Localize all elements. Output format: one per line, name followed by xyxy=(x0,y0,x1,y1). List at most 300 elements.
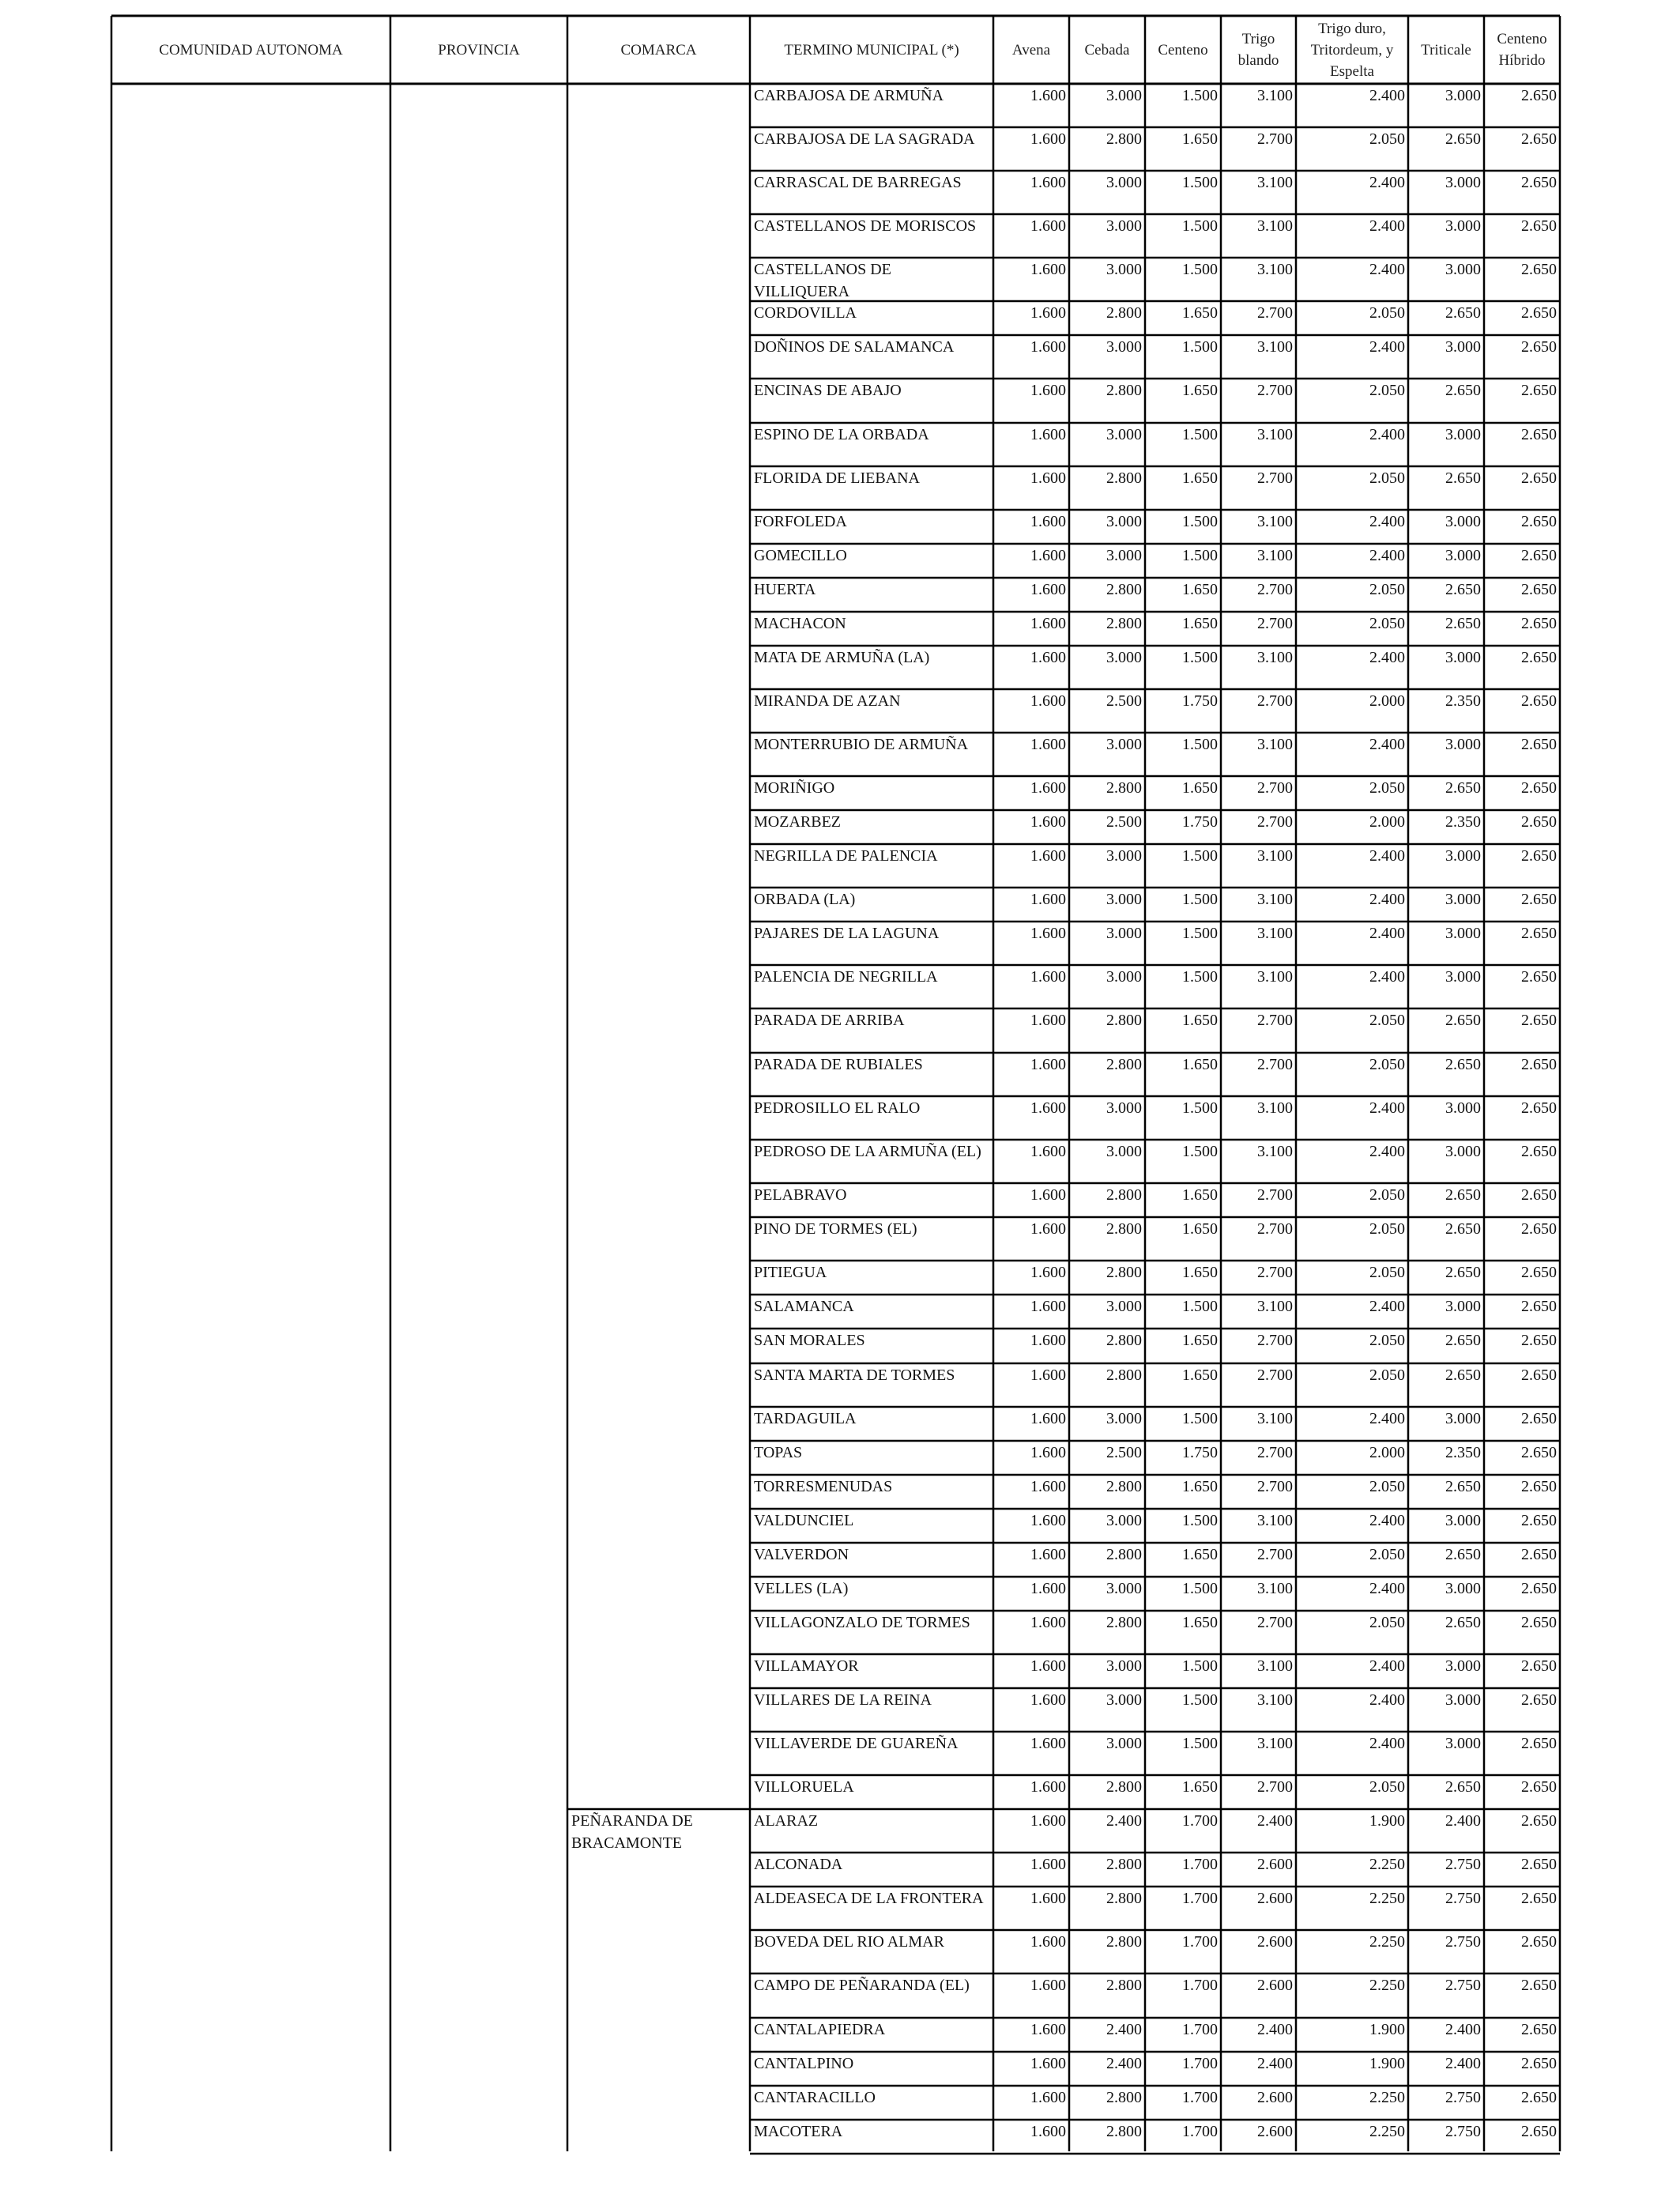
yield-value: 3.100 xyxy=(1257,217,1293,235)
yield-value: 2.400 xyxy=(1257,1812,1293,1830)
yield-value: 2.800 xyxy=(1106,779,1142,797)
header-trigo-blando xyxy=(1221,16,1296,84)
yield-value: 2.400 xyxy=(1369,513,1405,530)
yield-value: 2.250 xyxy=(1369,1856,1405,1873)
yield-value: 1.600 xyxy=(1030,649,1066,666)
yield-value: 1.650 xyxy=(1182,1478,1218,1495)
yield-value: 2.800 xyxy=(1106,382,1142,399)
yield-value: 2.650 xyxy=(1521,2055,1557,2072)
yield-value: 1.600 xyxy=(1030,1933,1066,1951)
yield-value: 2.650 xyxy=(1521,1264,1557,1281)
yield-value: 3.100 xyxy=(1257,1691,1293,1709)
yield-value: 1.600 xyxy=(1030,813,1066,831)
yield-value: 2.650 xyxy=(1521,1691,1557,1709)
yield-value: 2.600 xyxy=(1257,2089,1293,2106)
municipality-name: FORFOLEDA xyxy=(754,513,847,530)
yield-value: 2.650 xyxy=(1521,304,1557,322)
municipality-name: CARBAJOSA DE LA SAGRADA xyxy=(754,130,975,148)
yield-value: 2.700 xyxy=(1257,130,1293,148)
yield-value: 1.600 xyxy=(1030,2055,1066,2072)
yield-value: 1.700 xyxy=(1182,2123,1218,2140)
yield-value: 3.000 xyxy=(1445,87,1481,104)
header-comunidad-autonoma xyxy=(111,16,390,84)
yield-value: 1.600 xyxy=(1030,469,1066,487)
yield-value: 2.650 xyxy=(1521,547,1557,564)
yield-value: 2.650 xyxy=(1445,581,1481,598)
yield-value: 2.600 xyxy=(1257,1890,1293,1907)
yield-value: 1.600 xyxy=(1030,1264,1066,1281)
yield-value: 2.650 xyxy=(1521,130,1557,148)
yield-value: 2.650 xyxy=(1521,1735,1557,1752)
yield-value: 2.050 xyxy=(1369,1264,1405,1281)
yield-value: 1.600 xyxy=(1030,2123,1066,2140)
yield-value: 2.500 xyxy=(1106,813,1142,831)
municipality-name: CASTELLANOS DE VILLIQUERA xyxy=(754,261,891,300)
yield-value: 2.400 xyxy=(1369,87,1405,104)
yield-value: 2.050 xyxy=(1369,304,1405,322)
yield-value: 1.600 xyxy=(1030,1012,1066,1029)
yield-value: 2.050 xyxy=(1369,1186,1405,1204)
yield-value: 2.800 xyxy=(1106,2123,1142,2140)
yield-value: 2.400 xyxy=(1369,891,1405,908)
yield-value: 2.400 xyxy=(1369,547,1405,564)
yield-value: 2.350 xyxy=(1445,692,1481,710)
yield-value: 1.650 xyxy=(1182,304,1218,322)
yield-value: 2.650 xyxy=(1521,1778,1557,1796)
municipality-name: ALARAZ xyxy=(754,1812,819,1830)
yield-value: 2.400 xyxy=(1369,1410,1405,1427)
yield-value: 2.750 xyxy=(1445,1977,1481,1994)
yield-value: 2.650 xyxy=(1521,1410,1557,1427)
yield-value: 2.650 xyxy=(1521,1856,1557,1873)
yield-value: 2.800 xyxy=(1106,1012,1142,1029)
yield-value: 1.600 xyxy=(1030,1298,1066,1315)
header-centeno-hibrido xyxy=(1484,16,1560,84)
yield-value: 2.650 xyxy=(1521,692,1557,710)
yield-value: 2.800 xyxy=(1106,1977,1142,1994)
yield-value: 3.000 xyxy=(1106,1410,1142,1427)
municipality-name: MACOTERA xyxy=(754,2123,843,2140)
yield-value: 1.600 xyxy=(1030,1614,1066,1631)
yield-value: 3.000 xyxy=(1445,891,1481,908)
yield-value: 2.000 xyxy=(1369,1444,1405,1461)
yield-value: 1.600 xyxy=(1030,1478,1066,1495)
yield-value: 1.500 xyxy=(1182,547,1218,564)
yield-value: 1.500 xyxy=(1182,1512,1218,1529)
yield-value: 2.800 xyxy=(1106,1614,1142,1631)
yield-value: 2.650 xyxy=(1445,382,1481,399)
yield-value: 2.800 xyxy=(1106,1332,1142,1349)
yield-value: 3.100 xyxy=(1257,261,1293,278)
yield-value: 3.000 xyxy=(1445,1657,1481,1675)
municipality-name: CORDOVILLA xyxy=(754,304,857,322)
municipality-name: VILLARES DE LA REINA xyxy=(754,1691,932,1709)
yield-value: 2.650 xyxy=(1521,1056,1557,1073)
yield-value: 3.000 xyxy=(1445,847,1481,865)
yield-value: 2.650 xyxy=(1521,847,1557,865)
municipality-name: PITIEGUA xyxy=(754,1264,827,1281)
yield-value: 2.650 xyxy=(1521,1186,1557,1204)
yield-value: 1.600 xyxy=(1030,382,1066,399)
yield-value: 1.700 xyxy=(1182,2055,1218,2072)
header-termino-municipal xyxy=(750,16,993,84)
yield-value: 2.400 xyxy=(1369,338,1405,356)
yield-value: 2.650 xyxy=(1521,426,1557,443)
yield-value: 2.650 xyxy=(1521,1812,1557,1830)
yield-value: 3.100 xyxy=(1257,1657,1293,1675)
yield-value: 2.650 xyxy=(1521,338,1557,356)
yield-value: 2.650 xyxy=(1521,1890,1557,1907)
municipality-name: GOMECILLO xyxy=(754,547,847,564)
municipality-name: ALCONADA xyxy=(754,1856,843,1873)
yield-value: 3.000 xyxy=(1106,1580,1142,1597)
yield-value: 2.650 xyxy=(1521,87,1557,104)
yield-value: 2.400 xyxy=(1257,2021,1293,2038)
municipality-name: CASTELLANOS DE MORISCOS xyxy=(754,217,977,235)
yield-value: 2.700 xyxy=(1257,1012,1293,1029)
yield-value: 3.000 xyxy=(1106,891,1142,908)
yield-value: 2.000 xyxy=(1369,692,1405,710)
yield-value: 3.000 xyxy=(1106,1143,1142,1160)
header-comarca xyxy=(567,16,750,84)
yield-value: 2.650 xyxy=(1521,779,1557,797)
yield-value: 2.700 xyxy=(1257,813,1293,831)
yield-value: 2.050 xyxy=(1369,1778,1405,1796)
yield-value: 2.400 xyxy=(1445,2055,1481,2072)
yield-value: 1.600 xyxy=(1030,130,1066,148)
header-comunidad-autonoma-label: COMUNIDAD AUTONOMA xyxy=(159,41,343,58)
yield-value: 1.600 xyxy=(1030,513,1066,530)
yield-value: 1.650 xyxy=(1182,1614,1218,1631)
municipality-name: PEDROSILLO EL RALO xyxy=(754,1099,921,1117)
yield-value: 2.700 xyxy=(1257,1546,1293,1563)
yield-value: 2.650 xyxy=(1445,304,1481,322)
yield-value: 2.650 xyxy=(1521,615,1557,632)
yield-value: 2.400 xyxy=(1445,1812,1481,1830)
header-termino-municipal-label: TERMINO MUNICIPAL (*) xyxy=(784,41,959,58)
yield-value: 2.250 xyxy=(1369,1933,1405,1951)
yield-value: 3.000 xyxy=(1445,1099,1481,1117)
yield-value: 2.800 xyxy=(1106,1778,1142,1796)
yield-value: 2.050 xyxy=(1369,1367,1405,1384)
yield-value: 1.600 xyxy=(1030,925,1066,942)
yield-value: 2.400 xyxy=(1369,736,1405,753)
municipality-name: TORRESMENUDAS xyxy=(754,1478,893,1495)
municipality-name: VALVERDON xyxy=(754,1546,849,1563)
header-centeno xyxy=(1145,16,1221,84)
municipality-name: CAMPO DE PEÑARANDA (EL) xyxy=(754,1977,970,1994)
yield-value: 2.650 xyxy=(1445,1332,1481,1349)
yield-value: 3.100 xyxy=(1257,87,1293,104)
yield-value: 2.400 xyxy=(1369,1735,1405,1752)
yield-value: 1.700 xyxy=(1182,1933,1218,1951)
yield-value: 3.000 xyxy=(1106,1657,1142,1675)
header-provincia-label: PROVINCIA xyxy=(438,41,520,58)
yield-value: 1.600 xyxy=(1030,779,1066,797)
yield-value: 2.650 xyxy=(1521,1143,1557,1160)
yield-value: 1.650 xyxy=(1182,581,1218,598)
yield-value: 3.000 xyxy=(1445,968,1481,986)
municipality-name: HUERTA xyxy=(754,581,816,598)
yield-value: 2.800 xyxy=(1106,1478,1142,1495)
yield-value: 2.400 xyxy=(1369,217,1405,235)
municipality-name: ALDEASECA DE LA FRONTERA xyxy=(754,1890,984,1907)
yield-value: 2.650 xyxy=(1445,1478,1481,1495)
yield-value: 1.600 xyxy=(1030,1812,1066,1830)
municipality-name: PAJARES DE LA LAGUNA xyxy=(754,925,940,942)
yield-value: 2.700 xyxy=(1257,581,1293,598)
yield-value: 1.600 xyxy=(1030,1691,1066,1709)
yield-value: 2.050 xyxy=(1369,1478,1405,1495)
municipality-name: BOVEDA DEL RIO ALMAR xyxy=(754,1933,944,1951)
yield-value: 2.700 xyxy=(1257,1444,1293,1461)
yield-value: 3.100 xyxy=(1257,736,1293,753)
municipality-name: MORIÑIGO xyxy=(754,779,835,797)
yield-value: 2.500 xyxy=(1106,692,1142,710)
yield-value: 2.800 xyxy=(1106,1933,1142,1951)
header-trigo-blando-label: Trigo blando xyxy=(1237,31,1279,69)
yield-value: 2.800 xyxy=(1106,304,1142,322)
yield-value: 2.650 xyxy=(1521,2089,1557,2106)
yield-value: 1.600 xyxy=(1030,1735,1066,1752)
yield-value: 2.650 xyxy=(1445,1614,1481,1631)
yield-value: 2.400 xyxy=(1369,649,1405,666)
yield-value: 1.600 xyxy=(1030,338,1066,356)
yield-value: 2.800 xyxy=(1106,130,1142,148)
yield-value: 2.650 xyxy=(1445,1056,1481,1073)
yield-value: 1.900 xyxy=(1369,1812,1405,1830)
yield-value: 3.100 xyxy=(1257,925,1293,942)
yield-value: 3.100 xyxy=(1257,426,1293,443)
yield-value: 1.600 xyxy=(1030,1056,1066,1073)
yield-value: 2.050 xyxy=(1369,469,1405,487)
yield-value: 1.500 xyxy=(1182,736,1218,753)
yield-value: 3.100 xyxy=(1257,547,1293,564)
yield-value: 1.650 xyxy=(1182,1546,1218,1563)
yield-value: 2.250 xyxy=(1369,2089,1405,2106)
municipality-name: PINO DE TORMES (EL) xyxy=(754,1220,917,1238)
yield-value: 2.650 xyxy=(1521,217,1557,235)
yield-value: 3.000 xyxy=(1445,261,1481,278)
yield-value: 1.700 xyxy=(1182,1812,1218,1830)
yield-value: 2.650 xyxy=(1445,1778,1481,1796)
yield-value: 2.750 xyxy=(1445,1933,1481,1951)
yield-value: 2.650 xyxy=(1521,1220,1557,1238)
header-triticale xyxy=(1408,16,1484,84)
municipality-name: FLORIDA DE LIEBANA xyxy=(754,469,920,487)
municipality-name: VELLES (LA) xyxy=(754,1580,849,1597)
yield-value: 1.500 xyxy=(1182,1410,1218,1427)
yield-value: 3.100 xyxy=(1257,1735,1293,1752)
yield-value: 1.600 xyxy=(1030,968,1066,986)
yield-value: 1.650 xyxy=(1182,1332,1218,1349)
yield-value: 2.650 xyxy=(1445,1367,1481,1384)
yield-value: 1.500 xyxy=(1182,1143,1218,1160)
yield-value: 1.600 xyxy=(1030,1143,1066,1160)
yield-value: 1.650 xyxy=(1182,615,1218,632)
yield-value: 2.700 xyxy=(1257,779,1293,797)
yield-value: 1.500 xyxy=(1182,426,1218,443)
comarca-label: PEÑARANDA DE BRACAMONTE xyxy=(571,1812,693,1852)
yield-value: 1.600 xyxy=(1030,1367,1066,1384)
municipality-name: VALDUNCIEL xyxy=(754,1512,854,1529)
yield-value: 3.000 xyxy=(1445,217,1481,235)
yield-value: 2.400 xyxy=(1369,1298,1405,1315)
yield-value: 2.800 xyxy=(1106,581,1142,598)
header-cebada xyxy=(1069,16,1145,84)
yield-value: 1.600 xyxy=(1030,1099,1066,1117)
yield-value: 3.000 xyxy=(1106,1298,1142,1315)
municipality-name: TOPAS xyxy=(754,1444,803,1461)
yield-value: 2.250 xyxy=(1369,1890,1405,1907)
municipality-name: PARADA DE ARRIBA xyxy=(754,1012,905,1029)
municipality-name: CARRASCAL DE BARREGAS xyxy=(754,174,962,191)
yield-value: 3.100 xyxy=(1257,649,1293,666)
yield-value: 2.650 xyxy=(1521,649,1557,666)
yield-value: 1.500 xyxy=(1182,968,1218,986)
yield-value: 2.650 xyxy=(1521,174,1557,191)
yield-value: 2.050 xyxy=(1369,1614,1405,1631)
yield-value: 2.050 xyxy=(1369,382,1405,399)
yield-value: 2.700 xyxy=(1257,1478,1293,1495)
yield-value: 2.650 xyxy=(1521,1512,1557,1529)
yield-value: 2.700 xyxy=(1257,1186,1293,1204)
yield-value: 1.500 xyxy=(1182,261,1218,278)
header-cebada-label: Cebada xyxy=(1084,41,1130,58)
yield-value: 3.000 xyxy=(1106,736,1142,753)
yield-value: 2.400 xyxy=(1106,2021,1142,2038)
yield-value: 1.650 xyxy=(1182,1367,1218,1384)
yield-value: 1.500 xyxy=(1182,1691,1218,1709)
yield-value: 1.650 xyxy=(1182,779,1218,797)
yield-value: 1.600 xyxy=(1030,615,1066,632)
yield-value: 2.400 xyxy=(1369,925,1405,942)
header-comarca-label: COMARCA xyxy=(620,41,697,58)
yield-value: 1.500 xyxy=(1182,1099,1218,1117)
yield-value: 1.600 xyxy=(1030,847,1066,865)
yield-value: 3.000 xyxy=(1445,1580,1481,1597)
yield-value: 3.000 xyxy=(1445,925,1481,942)
yield-value: 1.900 xyxy=(1369,2055,1405,2072)
yield-value: 2.400 xyxy=(1369,1580,1405,1597)
yield-value: 1.600 xyxy=(1030,1444,1066,1461)
yield-value: 3.000 xyxy=(1106,174,1142,191)
yield-value: 2.050 xyxy=(1369,130,1405,148)
yield-value: 1.700 xyxy=(1182,2089,1218,2106)
yield-value: 3.100 xyxy=(1257,513,1293,530)
yield-value: 3.000 xyxy=(1106,261,1142,278)
yield-value: 3.000 xyxy=(1445,547,1481,564)
yield-value: 3.000 xyxy=(1445,736,1481,753)
yield-value: 2.700 xyxy=(1257,1614,1293,1631)
yield-value: 2.750 xyxy=(1445,1890,1481,1907)
yield-value: 2.800 xyxy=(1106,1220,1142,1238)
header-triticale-label: Triticale xyxy=(1421,41,1471,58)
yield-value: 1.600 xyxy=(1030,261,1066,278)
yield-value: 3.100 xyxy=(1257,1410,1293,1427)
header-centeno-hibrido-label: Centeno Híbrido xyxy=(1497,31,1547,69)
yield-value: 2.250 xyxy=(1369,2123,1405,2140)
yield-value: 1.600 xyxy=(1030,1890,1066,1907)
municipality-name: NEGRILLA DE PALENCIA xyxy=(754,847,938,865)
yield-value: 2.650 xyxy=(1521,736,1557,753)
yield-value: 1.600 xyxy=(1030,2089,1066,2106)
yield-value: 1.750 xyxy=(1182,1444,1218,1461)
yield-value: 1.600 xyxy=(1030,692,1066,710)
yield-value: 2.700 xyxy=(1257,1220,1293,1238)
yield-value: 1.500 xyxy=(1182,925,1218,942)
yield-value: 2.400 xyxy=(1369,847,1405,865)
yield-value: 2.400 xyxy=(1106,1812,1142,1830)
yield-value: 2.650 xyxy=(1521,1977,1557,1994)
yield-value: 2.050 xyxy=(1369,615,1405,632)
yield-value: 2.350 xyxy=(1445,813,1481,831)
yield-value: 2.750 xyxy=(1445,2089,1481,2106)
yield-value: 2.650 xyxy=(1445,1264,1481,1281)
yield-value: 2.650 xyxy=(1445,615,1481,632)
yield-value: 2.050 xyxy=(1369,1012,1405,1029)
yield-value: 2.700 xyxy=(1257,382,1293,399)
yield-value: 1.650 xyxy=(1182,1778,1218,1796)
yield-value: 3.100 xyxy=(1257,847,1293,865)
yield-value: 3.000 xyxy=(1445,1298,1481,1315)
yield-value: 3.000 xyxy=(1445,649,1481,666)
yield-value: 2.650 xyxy=(1521,513,1557,530)
yield-value: 2.400 xyxy=(1369,1691,1405,1709)
yield-value: 3.000 xyxy=(1445,1143,1481,1160)
yield-value: 2.050 xyxy=(1369,581,1405,598)
yield-value: 2.650 xyxy=(1521,925,1557,942)
yield-value: 1.600 xyxy=(1030,1778,1066,1796)
yield-value: 2.600 xyxy=(1257,1977,1293,1994)
yield-value: 3.100 xyxy=(1257,1580,1293,1597)
yield-value: 3.000 xyxy=(1445,174,1481,191)
yield-value: 2.800 xyxy=(1106,2089,1142,2106)
header-avena xyxy=(993,16,1069,84)
yield-value: 3.000 xyxy=(1445,338,1481,356)
municipality-name: CANTALPINO xyxy=(754,2055,854,2072)
yield-value: 1.500 xyxy=(1182,649,1218,666)
yield-value: 2.800 xyxy=(1106,1890,1142,1907)
yield-value: 2.650 xyxy=(1445,779,1481,797)
yield-value: 1.700 xyxy=(1182,1890,1218,1907)
yield-value: 2.650 xyxy=(1521,1933,1557,1951)
yield-value: 3.100 xyxy=(1257,891,1293,908)
yield-value: 2.800 xyxy=(1106,1186,1142,1204)
yield-value: 2.650 xyxy=(1521,1657,1557,1675)
yield-value: 3.100 xyxy=(1257,1143,1293,1160)
yield-value: 2.400 xyxy=(1369,1143,1405,1160)
municipality-name: PEDROSO DE LA ARMUÑA (EL) xyxy=(754,1143,981,1160)
yield-value: 1.700 xyxy=(1182,1977,1218,1994)
header-trigo-duro xyxy=(1296,16,1408,84)
yield-value: 3.000 xyxy=(1106,513,1142,530)
yield-value: 2.750 xyxy=(1445,2123,1481,2140)
yield-value: 2.800 xyxy=(1106,469,1142,487)
yield-value: 1.600 xyxy=(1030,1657,1066,1675)
yield-value: 2.400 xyxy=(1445,2021,1481,2038)
yield-value: 3.000 xyxy=(1445,1735,1481,1752)
yield-value: 1.500 xyxy=(1182,1298,1218,1315)
yield-value: 1.700 xyxy=(1182,2021,1218,2038)
yield-value: 1.600 xyxy=(1030,304,1066,322)
header-avena-label: Avena xyxy=(1011,41,1051,58)
yield-value: 2.800 xyxy=(1106,1546,1142,1563)
yield-value: 1.500 xyxy=(1182,513,1218,530)
yield-value: 1.600 xyxy=(1030,1410,1066,1427)
yield-value: 1.600 xyxy=(1030,1220,1066,1238)
yield-value: 2.400 xyxy=(1369,174,1405,191)
